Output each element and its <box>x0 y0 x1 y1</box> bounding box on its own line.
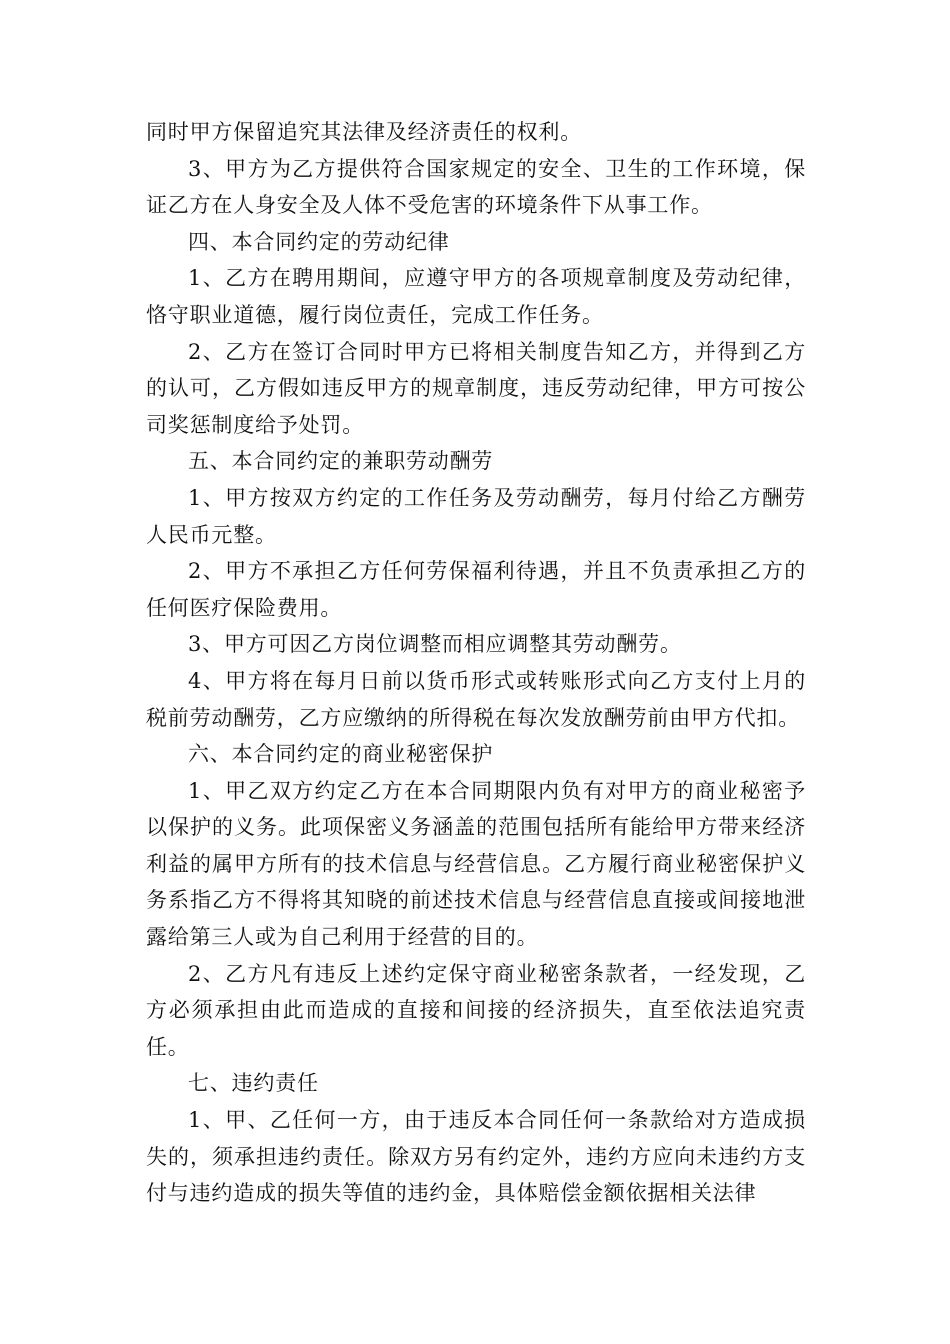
paragraph-1: 同时甲方保留追究其法律及经济责任的权利。 <box>146 120 582 144</box>
paragraph-5: 2、乙方在签订合同时甲方已将相关制度告知乙方，并得到乙方的认可，乙方假如违反甲方的规章制度，违反劳动纪律，甲方可按公司奖惩制度给予处罚。 <box>146 339 806 437</box>
paragraph-15: 1、甲、乙任何一方，由于违反本合同任何一条款给对方造成损失的，须承担违约责任。除双方另有约定外，违约方应向未违约方支付与违约造成的损失等值的违约金，具体赔偿金额依据相关法律 <box>146 1108 806 1206</box>
paragraph-9: 3、甲方可因乙方岗位调整而相应调整其劳动酬劳。 <box>188 632 682 657</box>
paragraph-8: 2、甲方不承担乙方任何劳保福利待遇，并且不负责承担乙方的任何医疗保险费用。 <box>146 559 806 620</box>
paragraph-2: 3、甲方为乙方提供符合国家规定的安全、卫生的工作环境，保证乙方在人身安全及人体不受危害的环境条件下从事工作。 <box>146 156 806 218</box>
section-heading-5: 五、本合同约定的兼职劳动酬劳 <box>188 449 494 474</box>
paragraph-7: 1、甲方按双方约定的工作任务及劳动酬劳，每月付给乙方酬劳人民币元整。 <box>146 485 806 547</box>
paragraph-12: 1、甲乙双方约定乙方在本合同期限内负有对甲方的商业秘密予以保护的义务。此项保密义务涵盖的范围包括所有能给甲方带来经济利益的属甲方所有的技术信息与经营信息。乙方履行商业秘密保护义务系指乙方不得将其知晓的前述技术信息与经营信息直接或间接地泄露给第三人或为自己利用于经营的目的。 <box>146 778 806 950</box>
section-heading-7: 七、违约责任 <box>188 1071 319 1096</box>
section-heading-6: 六、本合同约定的商业秘密保护 <box>188 742 494 767</box>
paragraph-13: 2、乙方凡有违反上述约定保守商业秘密条款者，一经发现，乙方必须承担由此而造成的直接和间接的经济损失，直至依法追究责任。 <box>146 961 806 1059</box>
paragraph-4: 1、乙方在聘用期间，应遵守甲方的各项规章制度及劳动纪律，恪守职业道德，履行岗位责任，完成工作任务。 <box>146 266 806 327</box>
paragraph-10: 4、甲方将在每月日前以货币形式或转账形式向乙方支付上月的税前劳动酬劳，乙方应缴纳的所得税在每次发放酬劳前由甲方代扣。 <box>146 668 806 730</box>
section-heading-4: 四、本合同约定的劳动纪律 <box>188 229 450 254</box>
document-body <box>146 114 806 1212</box>
